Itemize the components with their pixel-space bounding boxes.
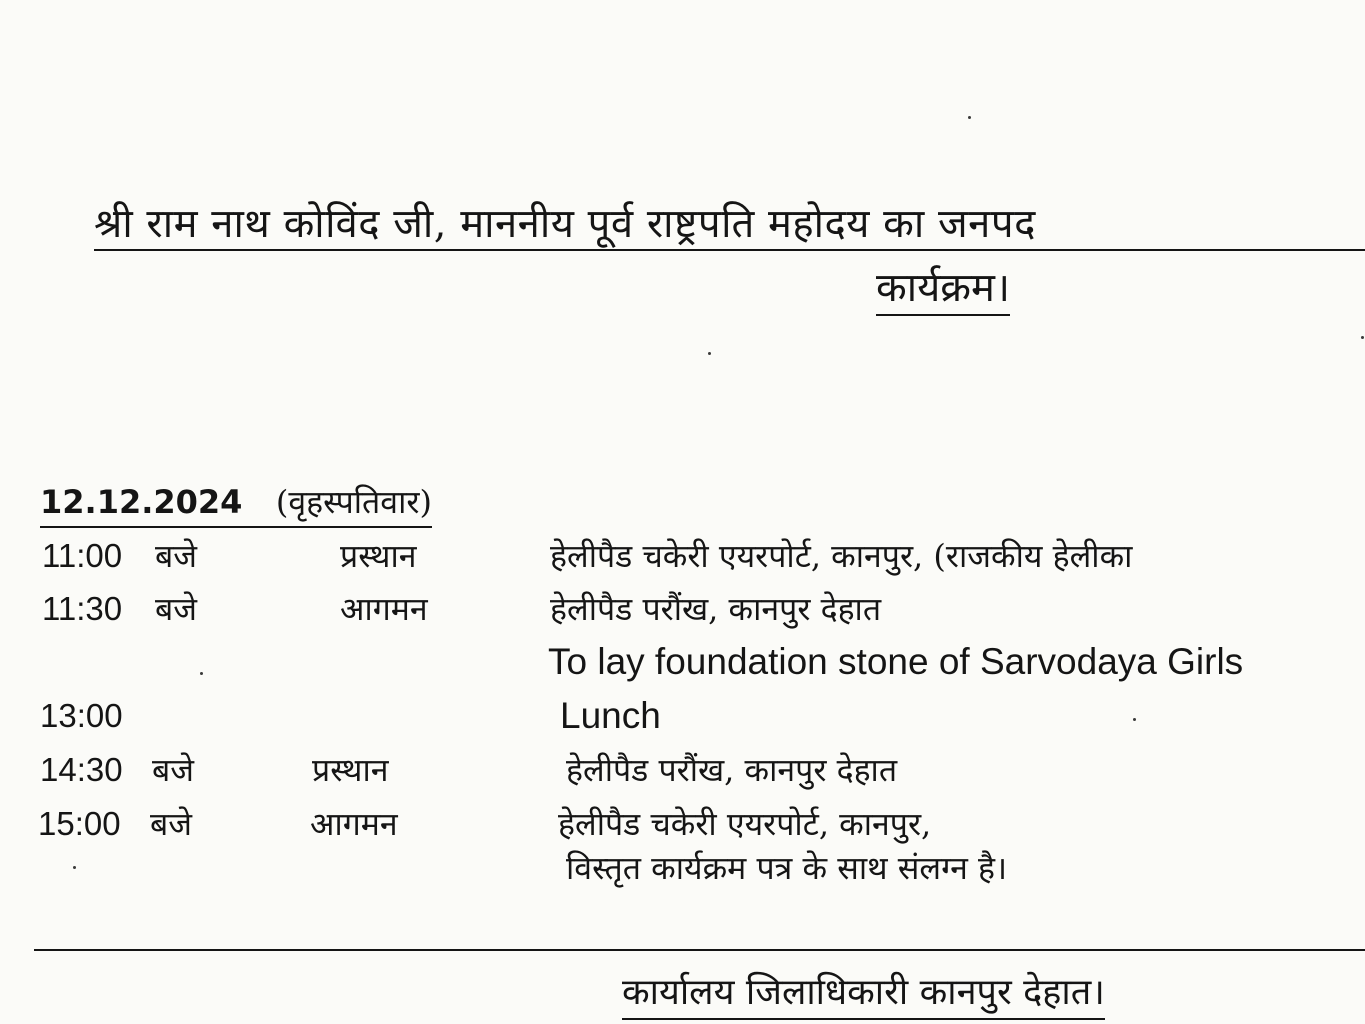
section-divider	[34, 949, 1365, 951]
row-action: आगमन	[310, 805, 398, 843]
row-detail: हेलीपैड चकेरी एयरपोर्ट, कानपुर, (राजकीय हेलीका	[550, 537, 1133, 575]
scan-speck	[1361, 336, 1364, 339]
scan-speck	[708, 352, 711, 355]
schedule-row	[0, 636, 1365, 688]
row-time: 11:30	[42, 590, 123, 627]
schedule-row	[0, 583, 1365, 635]
row-time: 15:00	[38, 805, 121, 842]
row-detail: Lunch	[560, 695, 661, 736]
row-detail: विस्तृत कार्यक्रम पत्र के साथ संलग्न है।	[566, 849, 1008, 887]
row-time-unit: बजे	[152, 751, 195, 789]
footer-office-heading: कार्यालय जिलाधिकारी कानपुर देहात।	[622, 968, 1105, 1020]
row-time: 14:30	[40, 751, 123, 788]
title-underline	[94, 249, 1365, 251]
document-title-line-2: कार्यक्रम।	[876, 262, 1010, 316]
row-detail: हेलीपैड परौंख, कानपुर देहात	[550, 590, 882, 628]
schedule-date: 12.12.2024	[40, 483, 243, 521]
row-detail: हेलीपैड परौंख, कानपुर देहात	[566, 751, 898, 789]
schedule-row	[0, 842, 1365, 894]
row-detail: To lay foundation stone of Sarvodaya Girls	[548, 641, 1244, 682]
document-title-line-1: श्री राम नाथ कोविंद जी, माननीय पूर्व राष्ट्रपति महोदय का जनपद	[94, 201, 1036, 247]
schedule-date-heading	[40, 478, 432, 528]
scan-speck	[200, 672, 203, 675]
scan-speck	[1133, 718, 1136, 721]
row-action: प्रस्थान	[340, 537, 417, 575]
scan-speck	[968, 116, 971, 119]
row-time: 11:00	[42, 537, 123, 574]
scan-speck	[73, 866, 76, 869]
row-time: 13:00	[40, 697, 123, 734]
row-action: प्रस्थान	[312, 751, 389, 789]
row-action: आगमन	[340, 590, 428, 628]
row-time-unit: बजे	[155, 590, 198, 628]
schedule-row	[0, 690, 1365, 742]
row-time-unit: बजे	[155, 537, 198, 575]
row-detail: हेलीपैड चकेरी एयरपोर्ट, कानपुर,	[558, 805, 932, 843]
schedule-day: (वृहस्पतिवार)	[275, 483, 432, 521]
schedule-row	[0, 744, 1365, 796]
row-time-unit: बजे	[150, 805, 193, 843]
schedule-row	[0, 530, 1365, 582]
